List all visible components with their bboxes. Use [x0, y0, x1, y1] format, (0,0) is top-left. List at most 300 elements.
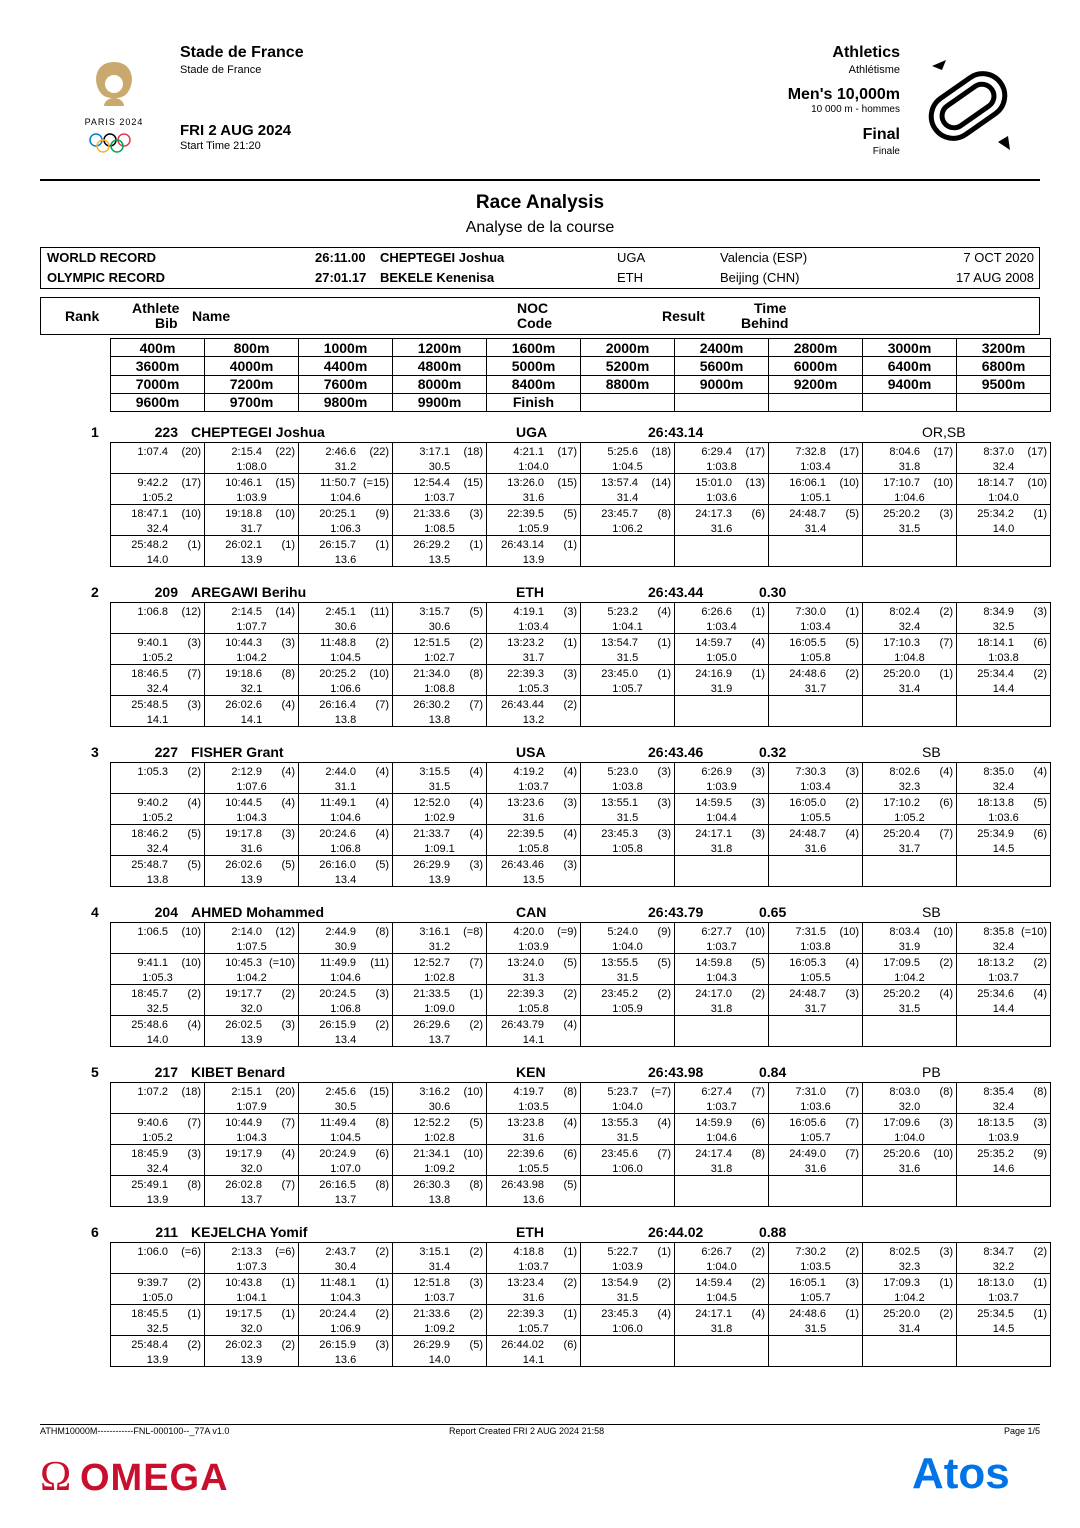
- split-position: (9): [657, 926, 671, 938]
- split-position: (7): [187, 1117, 201, 1129]
- splits-row: [111, 1114, 1051, 1145]
- split-time: 9:40.2: [137, 797, 168, 809]
- split-cell: [299, 665, 393, 696]
- split-position: (10): [463, 1148, 483, 1160]
- splits-table: [110, 1242, 1051, 1367]
- split-position: (3): [657, 766, 671, 778]
- split-position: (2): [751, 988, 765, 1000]
- split-cell: [957, 665, 1051, 696]
- split-time: 26:15.7: [319, 539, 356, 551]
- split-cell: [675, 536, 769, 567]
- split-time: 10:45.3: [225, 957, 262, 969]
- split-time: 18:46.5: [131, 668, 168, 680]
- split-time: 23:45.0: [601, 668, 638, 680]
- lap-time: 1:03.9: [988, 1132, 1019, 1144]
- split-cell: [487, 1336, 581, 1367]
- omega-wordmark: OMEGA: [80, 1457, 229, 1496]
- split-cell: [299, 474, 393, 505]
- split-cell: [299, 985, 393, 1016]
- split-cell: [863, 474, 957, 505]
- lap-time: 32.4: [146, 683, 169, 695]
- split-time: 13:23.8: [507, 1117, 544, 1129]
- split-cell: [205, 1305, 299, 1336]
- split-cell: [299, 536, 393, 567]
- split-position: (4): [563, 828, 577, 840]
- lap-time: 31.6: [522, 1132, 545, 1144]
- lap-time: 31.6: [522, 812, 545, 824]
- lap-time: 32.1: [240, 683, 263, 695]
- split-position: (8): [375, 1117, 389, 1129]
- splits-row: [111, 1305, 1051, 1336]
- split-cell: [111, 825, 205, 856]
- lap-time: 1:06.0: [612, 1323, 643, 1335]
- split-time: 25:34.2: [977, 508, 1014, 520]
- split-cell: [581, 923, 675, 954]
- split-cell: [957, 923, 1051, 954]
- split-time: 19:18.6: [225, 668, 262, 680]
- lap-time: 1:06.0: [612, 1163, 643, 1175]
- athlete-name: KEJELCHA Yomif: [191, 1224, 308, 1240]
- lap-time: 1:06.6: [330, 683, 361, 695]
- split-cell: [675, 505, 769, 536]
- athlete-bib: 217: [154, 1064, 178, 1080]
- split-position: (8): [187, 1179, 201, 1191]
- lap-time: 13.9: [146, 1354, 169, 1366]
- split-cell: [111, 794, 205, 825]
- split-time: 24:48.7: [789, 988, 826, 1000]
- split-cell: [299, 1083, 393, 1114]
- split-time: 9:42.2: [137, 477, 168, 489]
- split-cell: [581, 1083, 675, 1114]
- lap-time: 1:05.2: [142, 1132, 173, 1144]
- split-cell: [299, 825, 393, 856]
- lap-time: 13.9: [240, 1034, 263, 1046]
- lap-time: 13.9: [240, 554, 263, 566]
- lap-time: 1:04.5: [706, 1292, 737, 1304]
- split-time: 13:57.4: [601, 477, 638, 489]
- split-time: 24:17.0: [695, 988, 732, 1000]
- split-position: (2): [469, 1246, 483, 1258]
- split-position: (4): [469, 828, 483, 840]
- lap-time: 32.2: [992, 1261, 1015, 1273]
- split-position: (6): [563, 1339, 577, 1351]
- record-date: 17 AUG 2008: [955, 270, 1034, 285]
- split-position: (3): [281, 828, 295, 840]
- split-cell: [863, 1083, 957, 1114]
- split-cell: [957, 985, 1051, 1016]
- split-time: 25:34.4: [977, 668, 1014, 680]
- col-behind: Behind: [741, 315, 789, 331]
- lap-time: 1:07.7: [236, 621, 267, 633]
- split-position: (18): [463, 446, 483, 458]
- split-position: (2): [281, 988, 295, 1000]
- split-time: 18:13.2: [977, 957, 1014, 969]
- lap-time: 14.6: [992, 1163, 1015, 1175]
- split-position: (3): [563, 668, 577, 680]
- split-time: 22:39.5: [507, 828, 544, 840]
- athlete-record: SB: [922, 904, 941, 920]
- split-cell: [205, 1176, 299, 1207]
- split-position: (2): [845, 668, 859, 680]
- split-time: 10:43.8: [225, 1277, 262, 1289]
- split-cell: [487, 603, 581, 634]
- split-time: 20:24.9: [319, 1148, 356, 1160]
- split-position: (20): [181, 446, 201, 458]
- lap-time: 31.1: [334, 781, 357, 793]
- lap-time: 31.6: [522, 1292, 545, 1304]
- split-time: 26:43.79: [501, 1019, 544, 1031]
- splits-row: [111, 1176, 1051, 1207]
- distance-cell: 1600m: [487, 339, 581, 357]
- split-time: 6:27.7: [701, 926, 732, 938]
- split-time: 5:22.7: [607, 1246, 638, 1258]
- split-position: (3): [281, 637, 295, 649]
- venue-fr: Stade de France: [180, 64, 262, 76]
- split-position: (1): [751, 668, 765, 680]
- athlete-rank: 5: [91, 1064, 99, 1080]
- split-time: 15:01.0: [695, 477, 732, 489]
- split-time: 25:20.0: [883, 1308, 920, 1320]
- split-cell: [675, 634, 769, 665]
- athlete-noc: USA: [516, 744, 546, 760]
- split-time: 23:45.7: [601, 508, 638, 520]
- split-position: (2): [469, 1019, 483, 1031]
- split-cell: [111, 1336, 205, 1367]
- split-position: (10): [181, 957, 201, 969]
- splits-row: [111, 634, 1051, 665]
- split-time: 20:25.1: [319, 508, 356, 520]
- distance-row: [111, 339, 1051, 357]
- split-time: 23:45.3: [601, 828, 638, 840]
- split-cell: [299, 794, 393, 825]
- split-position: (3): [469, 508, 483, 520]
- lap-time: 1:04.2: [894, 972, 925, 984]
- split-time: 12:54.4: [413, 477, 450, 489]
- athlete-result: 26:44.02: [648, 1224, 704, 1240]
- athlete-block: [0, 1224, 1080, 1384]
- split-cell: [863, 825, 957, 856]
- split-time: 8:02.4: [889, 606, 920, 618]
- split-time: 2:12.9: [231, 766, 262, 778]
- lap-time: 13.9: [522, 554, 545, 566]
- lap-time: 1:03.7: [518, 1261, 549, 1273]
- split-cell: [957, 1016, 1051, 1047]
- split-time: 8:02.6: [889, 766, 920, 778]
- start-time: Start Time 21:20: [180, 140, 261, 152]
- lap-time: 13.6: [334, 554, 357, 566]
- split-cell: [675, 794, 769, 825]
- split-cell: [299, 505, 393, 536]
- split-time: 14:59.8: [695, 957, 732, 969]
- omega-symbol: Ω: [40, 1454, 72, 1496]
- split-position: (4): [563, 1117, 577, 1129]
- lap-time: 1:04.4: [706, 812, 737, 824]
- split-cell: [957, 954, 1051, 985]
- lap-time: 1:04.3: [236, 812, 267, 824]
- lap-time: 1:03.4: [800, 621, 831, 633]
- split-cell: [205, 923, 299, 954]
- split-cell: [957, 794, 1051, 825]
- split-time: 2:14.0: [231, 926, 262, 938]
- split-cell: [111, 474, 205, 505]
- lap-time: 31.4: [616, 492, 639, 504]
- split-cell: [675, 1016, 769, 1047]
- event-name: Men's 10,000m: [787, 86, 900, 103]
- lap-time: 14.5: [992, 843, 1015, 855]
- split-time: 25:35.2: [977, 1148, 1014, 1160]
- distance-cell: 6400m: [863, 357, 957, 375]
- lap-time: 14.1: [522, 1034, 545, 1046]
- split-position: (3): [939, 508, 953, 520]
- split-time: 9:40.1: [137, 637, 168, 649]
- lap-time: 14.5: [992, 1323, 1015, 1335]
- distance-cell: 7000m: [111, 375, 205, 393]
- split-time: 14:59.5: [695, 797, 732, 809]
- lap-time: 1:04.5: [330, 652, 361, 664]
- lap-time: 32.5: [992, 621, 1015, 633]
- split-position: (4): [281, 1148, 295, 1160]
- athlete-result: 26:43.79: [648, 904, 704, 920]
- lap-time: 1:04.2: [894, 1292, 925, 1304]
- split-cell: [863, 1016, 957, 1047]
- lap-time: 1:05.7: [612, 683, 643, 695]
- split-position: (15): [275, 477, 295, 489]
- split-time: 26:43.98: [501, 1179, 544, 1191]
- split-cell: [581, 1114, 675, 1145]
- distance-cell: 7200m: [205, 375, 299, 393]
- lap-time: 1:06.8: [330, 843, 361, 855]
- lap-time: 31.5: [804, 1323, 827, 1335]
- lap-time: 14.1: [522, 1354, 545, 1366]
- split-position: (3): [939, 1117, 953, 1129]
- lap-time: 32.4: [898, 621, 921, 633]
- split-cell: [487, 1274, 581, 1305]
- split-position: (2): [375, 1246, 389, 1258]
- splits-row: [111, 696, 1051, 727]
- split-cell: [957, 763, 1051, 794]
- split-cell: [769, 603, 863, 634]
- split-cell: [675, 443, 769, 474]
- split-position: (3): [657, 828, 671, 840]
- split-position: (4): [845, 828, 859, 840]
- split-time: 6:26.9: [701, 766, 732, 778]
- lap-time: 1:05.5: [518, 1163, 549, 1175]
- split-cell: [863, 985, 957, 1016]
- split-cell: [863, 443, 957, 474]
- split-cell: [111, 1114, 205, 1145]
- split-cell: [111, 954, 205, 985]
- lap-time: 1:02.9: [424, 812, 455, 824]
- split-cell: [769, 1145, 863, 1176]
- athlete-noc: KEN: [516, 1064, 546, 1080]
- lap-time: 1:05.1: [800, 492, 831, 504]
- lap-time: 13.8: [146, 874, 169, 886]
- split-time: 17:09.5: [883, 957, 920, 969]
- event-name-fr: 10 000 m - hommes: [811, 104, 900, 115]
- split-time: 2:43.7: [325, 1246, 356, 1258]
- split-cell: [299, 696, 393, 727]
- split-time: 24:17.4: [695, 1148, 732, 1160]
- split-cell: [863, 696, 957, 727]
- distance-cell: 3600m: [111, 357, 205, 375]
- split-time: 1:06.5: [137, 926, 168, 938]
- lap-time: 31.9: [898, 941, 921, 953]
- record-label: WORLD RECORD: [47, 250, 157, 265]
- split-cell: [205, 1114, 299, 1145]
- athlete-record: OR,SB: [922, 424, 966, 440]
- split-position: (1): [469, 988, 483, 1000]
- split-time: 23:45.2: [601, 988, 638, 1000]
- lap-time: 1:03.7: [424, 1292, 455, 1304]
- split-time: 21:33.5: [413, 988, 450, 1000]
- lap-time: 13.4: [334, 874, 357, 886]
- split-cell: [487, 794, 581, 825]
- split-cell: [581, 634, 675, 665]
- athlete-name: AREGAWI Berihu: [191, 584, 307, 600]
- record-noc: UGA: [617, 250, 646, 265]
- distance-cell: [675, 393, 769, 411]
- split-cell: [487, 954, 581, 985]
- split-position: (8): [469, 668, 483, 680]
- split-time: 13:55.3: [601, 1117, 638, 1129]
- lap-time: 31.7: [898, 843, 921, 855]
- split-position: (4): [187, 797, 201, 809]
- split-time: 9:39.7: [137, 1277, 168, 1289]
- split-cell: [393, 603, 487, 634]
- split-time: 24:48.7: [789, 508, 826, 520]
- column-header: [40, 297, 1040, 335]
- distance-cell: [581, 393, 675, 411]
- split-position: (3): [751, 766, 765, 778]
- athlete-block: [0, 904, 1080, 1064]
- split-position: (18): [651, 446, 671, 458]
- lap-time: 14.1: [240, 714, 263, 726]
- sport-fr: Athlétisme: [848, 64, 900, 76]
- split-position: (1): [939, 668, 953, 680]
- lap-time: 1:05.7: [800, 1292, 831, 1304]
- split-cell: [111, 1016, 205, 1047]
- split-cell: [957, 1083, 1051, 1114]
- atos-wordmark: Atos: [912, 1449, 1010, 1496]
- lap-time: 1:07.0: [330, 1163, 361, 1175]
- split-cell: [581, 665, 675, 696]
- page-number: Page 1/5: [1003, 1426, 1040, 1436]
- splits-table: [110, 922, 1051, 1047]
- split-position: (2): [563, 699, 577, 711]
- split-time: 2:15.1: [231, 1086, 262, 1098]
- split-time: 7:31.5: [795, 926, 826, 938]
- split-time: 26:02.6: [225, 859, 262, 871]
- split-cell: [487, 923, 581, 954]
- lap-time: 13.8: [428, 714, 451, 726]
- split-position: (10): [1027, 477, 1047, 489]
- split-cell: [769, 1336, 863, 1367]
- split-position: (2): [751, 1277, 765, 1289]
- lap-time: 1:05.0: [142, 1292, 173, 1304]
- split-time: 24:17.1: [695, 828, 732, 840]
- split-time: 20:24.5: [319, 988, 356, 1000]
- distance-cell: [957, 393, 1051, 411]
- split-position: (3): [751, 797, 765, 809]
- split-time: 5:23.7: [607, 1086, 638, 1098]
- split-time: 16:05.0: [789, 797, 826, 809]
- record-noc: ETH: [617, 270, 643, 285]
- lap-time: 1:02.8: [424, 1132, 455, 1144]
- athlete-name: FISHER Grant: [191, 744, 284, 760]
- lap-time: 31.8: [710, 1323, 733, 1335]
- split-time: 26:43.46: [501, 859, 544, 871]
- split-time: 7:30.2: [795, 1246, 826, 1258]
- split-position: (3): [751, 828, 765, 840]
- distance-grid: [110, 338, 1051, 412]
- split-cell: [393, 763, 487, 794]
- col-result: Result: [662, 308, 705, 324]
- split-position: (=7): [651, 1086, 671, 1098]
- lap-time: 1:04.3: [706, 972, 737, 984]
- split-cell: [111, 443, 205, 474]
- split-time: 13:54.9: [601, 1277, 638, 1289]
- lap-time: 1:04.0: [612, 941, 643, 953]
- lap-time: 1:02.7: [424, 652, 455, 664]
- split-cell: [769, 1083, 863, 1114]
- split-cell: [769, 954, 863, 985]
- split-position: (6): [751, 508, 765, 520]
- split-time: 26:02.8: [225, 1179, 262, 1191]
- split-cell: [299, 1305, 393, 1336]
- split-time: 6:26.7: [701, 1246, 732, 1258]
- split-cell: [487, 1176, 581, 1207]
- split-time: 18:45.7: [131, 988, 168, 1000]
- split-time: 21:33.7: [413, 828, 450, 840]
- split-position: (1): [187, 539, 201, 551]
- split-position: (5): [563, 1179, 577, 1191]
- split-cell: [957, 443, 1051, 474]
- athlete-time-behind: 0.65: [759, 904, 787, 920]
- split-time: 4:18.8: [513, 1246, 544, 1258]
- split-cell: [205, 763, 299, 794]
- split-cell: [205, 794, 299, 825]
- split-time: 7:30.0: [795, 606, 826, 618]
- split-position: (4): [657, 1308, 671, 1320]
- lap-time: 1:04.5: [330, 1132, 361, 1144]
- split-time: 3:16.2: [419, 1086, 450, 1098]
- split-position: (10): [369, 668, 389, 680]
- col-name: Name: [192, 308, 231, 324]
- split-cell: [769, 536, 863, 567]
- split-cell: [205, 505, 299, 536]
- lap-time: 1:05.5: [800, 812, 831, 824]
- split-time: 19:18.8: [225, 508, 262, 520]
- record-time: 27:01.17: [315, 270, 367, 285]
- split-time: 22:39.5: [507, 508, 544, 520]
- athlete-bib: 223: [154, 424, 178, 440]
- split-position: (1): [469, 539, 483, 551]
- phase: Final: [862, 126, 900, 143]
- split-position: (7): [845, 1148, 859, 1160]
- split-time: 21:34.1: [413, 1148, 450, 1160]
- split-cell: [205, 474, 299, 505]
- split-position: (2): [375, 1308, 389, 1320]
- split-position: (10): [933, 1148, 953, 1160]
- split-time: 1:06.0: [137, 1246, 168, 1258]
- lap-time: 1:06.8: [330, 1003, 361, 1015]
- split-time: 25:49.1: [131, 1179, 168, 1191]
- split-time: 8:02.5: [889, 1246, 920, 1258]
- split-cell: [111, 1176, 205, 1207]
- distance-cell: 3200m: [957, 339, 1051, 357]
- split-position: (1): [281, 539, 295, 551]
- split-time: 25:20.0: [883, 668, 920, 680]
